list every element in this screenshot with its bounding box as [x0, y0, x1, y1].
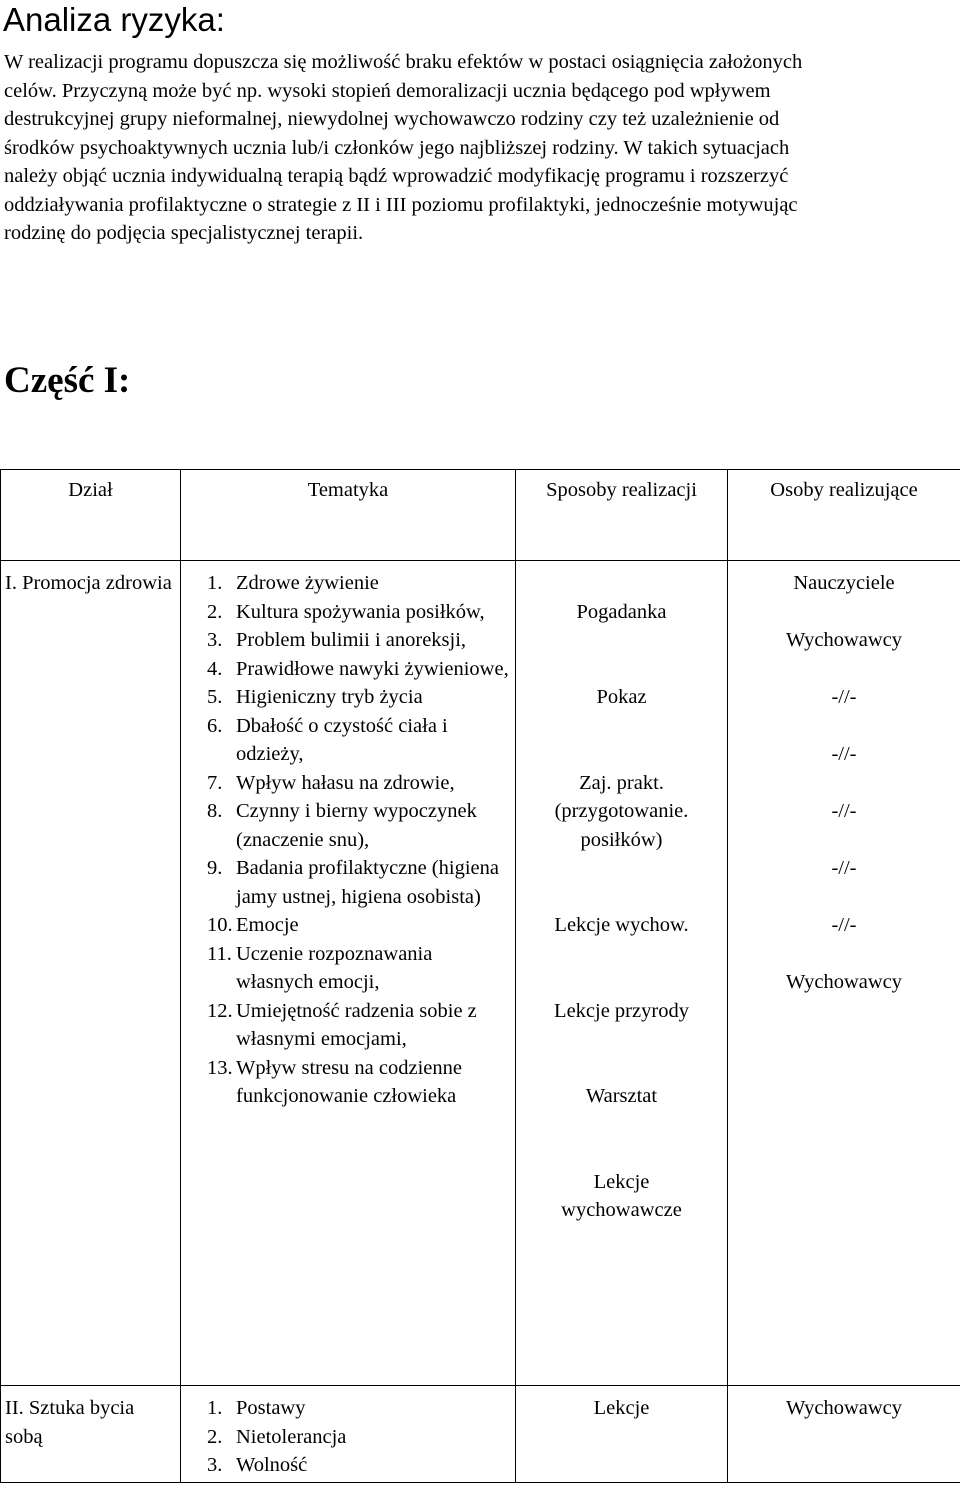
list-item: 6. Dbałość o czystość ciała i odzieży,	[207, 714, 448, 765]
list-item: -//-	[831, 800, 857, 822]
row1-method-list	[516, 569, 727, 1253]
list-item: Wychowawcy	[785, 971, 903, 993]
part-one-heading: Część I:	[4, 360, 131, 401]
list-item: 12. Umiejętność radzenia sobie z własnymi emocjami,	[207, 999, 477, 1050]
list-item: 13. Wpływ stresu na codzienne funkcjonowanie człowieka	[207, 1056, 462, 1107]
list-item: -//-	[831, 686, 857, 708]
list-item: 1. Postawy	[207, 1397, 306, 1419]
table-row	[1, 1386, 960, 1483]
row1-persons	[728, 561, 960, 1386]
row2-dzial: II. Sztuka bycia sobą	[1, 1386, 181, 1483]
row1-topics	[181, 561, 516, 1386]
list-item: 1. Zdrowe żywienie	[207, 572, 379, 594]
header-tematyka: Tematyka	[181, 470, 516, 561]
risk-analysis-paragraph: W realizacji programu dopuszcza się możliwość braku efektów w postaci osiągnięcia założonych celów. Przyczyną może być np. wysoki stopień demoralizacji ucznia będącego pod wpływem destrukcyjnej grupy nieformalnej, niewydolnej wychowawczo rodziny czy też uzależnienie od środków psychoaktywnych ucznia lub/i członków jego najbliższej rodziny. W takich sytuacjach należy objąć ucznia indywidualną terapią bądź wprowadzić modyfikację programu i rozszerzyć oddziaływania profilaktyczne o strategie z II i III poziomu profilaktyki, jednocześnie motywując rodzinę do podjęcia specjalistycznej terapii.	[4, 51, 803, 244]
header-osoby: Osoby realizujące	[728, 470, 960, 561]
list-item: -//-	[831, 743, 857, 765]
list-item: Wychowawcy	[785, 1397, 903, 1419]
table-row	[1, 561, 960, 1386]
row2-topics	[181, 1386, 516, 1483]
header-dzial: Dział	[1, 470, 181, 561]
table-header-row	[1, 470, 960, 561]
list-item: 10. Emocje	[207, 914, 299, 936]
list-item: 3. Wolność	[207, 1454, 308, 1476]
risk-analysis-heading: Analiza ryzyka:	[3, 1, 225, 38]
row1-dzial: I. Promocja zdrowia	[1, 561, 181, 1386]
list-item: 2. Nietolerancja	[207, 1425, 347, 1448]
list-item: Wychowawcy	[785, 629, 903, 651]
list-item: 5. Higieniczny tryb życia	[207, 686, 423, 708]
row1-person-list	[728, 569, 960, 997]
list-item: 2. Kultura spożywania posiłków,	[207, 600, 485, 623]
list-item: 8. Czynny i bierny wypoczynek (znaczenie snu),	[207, 800, 477, 851]
row1-methods	[516, 561, 728, 1386]
list-item: Zaj. prakt. (przygotowanie. posiłków)	[554, 771, 689, 851]
list-item: -//-	[831, 857, 857, 879]
list-item: Lekcje wychow.	[554, 914, 689, 936]
list-item: Lekcje	[593, 1397, 650, 1419]
list-item: Lekcje wychowawcze	[561, 1170, 682, 1221]
row2-methods	[516, 1386, 728, 1483]
program-table	[0, 469, 960, 1483]
list-item: Nauczyciele	[793, 572, 895, 594]
list-item: Warsztat	[585, 1085, 658, 1107]
list-item: 4. Prawidłowe nawyki żywieniowe,	[207, 657, 509, 680]
row2-person-list	[728, 1394, 960, 1423]
list-item: 7. Wpływ hałasu na zdrowie,	[207, 771, 455, 794]
row2-method-list	[516, 1394, 727, 1423]
list-item: Pokaz	[596, 686, 647, 708]
list-item: 3. Problem bulimii i anoreksji,	[207, 629, 467, 651]
row2-persons	[728, 1386, 960, 1483]
header-sposoby: Sposoby realizacji	[516, 470, 728, 561]
row1-topic-list	[181, 569, 515, 1111]
list-item: -//-	[831, 914, 857, 936]
list-item: Pogadanka	[576, 600, 667, 623]
row2-topic-list	[181, 1394, 515, 1480]
list-item: 11. Uczenie rozpoznawania własnych emocji,	[207, 942, 433, 993]
list-item: Lekcje przyrody	[554, 999, 689, 1022]
list-item: 9. Badania profilaktyczne (higiena jamy ustnej, higiena osobista)	[207, 857, 499, 908]
